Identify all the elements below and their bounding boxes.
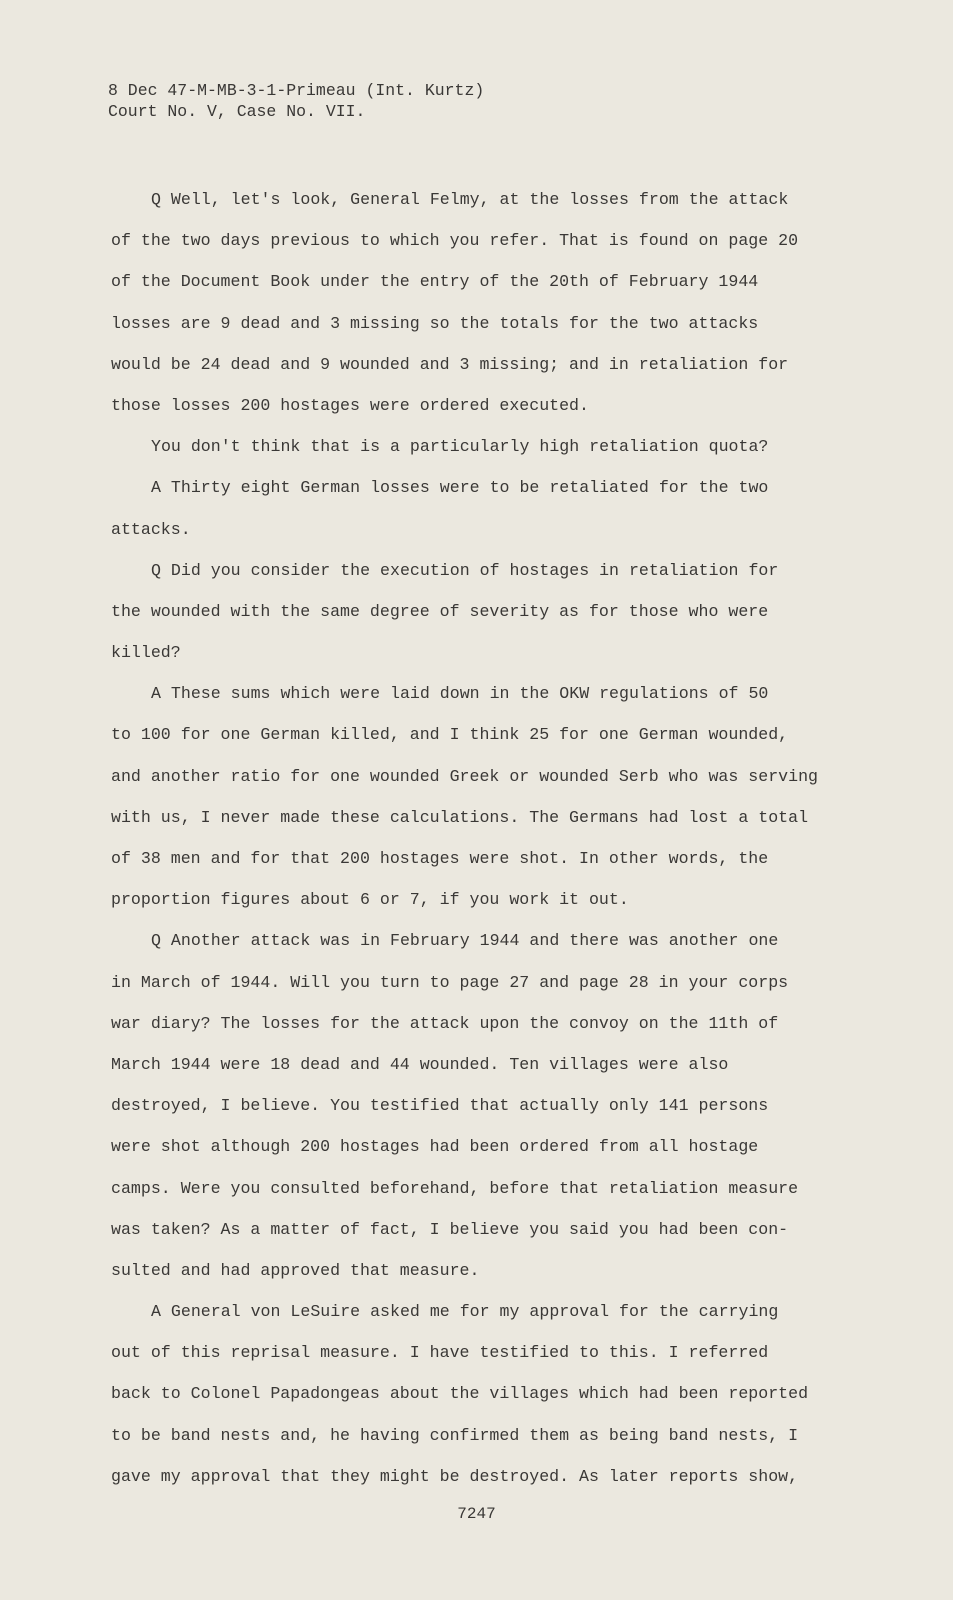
transcript-line: of the two days previous to which you refer. That is found on page 20 bbox=[111, 231, 799, 251]
transcript-line: was taken? As a matter of fact, I believe you said you had been con- bbox=[111, 1219, 789, 1239]
transcript-line: gave my approval that they might be destroyed. As later reports show, bbox=[111, 1466, 799, 1486]
transcript-line: sulted and had approved that measure. bbox=[111, 1260, 480, 1280]
transcript-line: A Thirty eight German losses were to be retaliated for the two bbox=[151, 478, 769, 498]
transcript-line: proportion figures about 6 or 7, if you work it out. bbox=[111, 890, 629, 910]
transcript-line: war diary? The losses for the attack upon the convoy on the 11th of bbox=[111, 1013, 779, 1033]
document-header bbox=[108, 80, 484, 122]
transcript-line: A General von LeSuire asked me for my approval for the carrying bbox=[151, 1302, 779, 1322]
transcript-line: A These sums which were laid down in the OKW regulations of 50 bbox=[151, 684, 769, 704]
transcript-line: You don't think that is a particularly high retaliation quota? bbox=[151, 437, 769, 457]
transcript-line: March 1944 were 18 dead and 44 wounded. Ten villages were also bbox=[111, 1054, 729, 1074]
page-number: 7247 bbox=[457, 1505, 496, 1523]
transcript-line: of the Document Book under the entry of the 20th of February 1944 bbox=[111, 272, 759, 292]
transcript-body bbox=[111, 179, 851, 1497]
transcript-line: Q Did you consider the execution of hostages in retaliation for bbox=[151, 560, 779, 580]
transcript-line: the wounded with the same degree of severity as for those who were bbox=[111, 601, 769, 621]
header-line-2: Court No. V, Case No. VII. bbox=[108, 102, 366, 121]
transcript-line: with us, I never made these calculations. The Germans had lost a total bbox=[111, 807, 809, 827]
transcript-line: to 100 for one German killed, and I think 25 for one German wounded, bbox=[111, 725, 789, 745]
transcript-line: would be 24 dead and 9 wounded and 3 missing; and in retaliation for bbox=[111, 354, 789, 374]
transcript-line: destroyed, I believe. You testified that actually only 141 persons bbox=[111, 1096, 769, 1116]
transcript-line: losses are 9 dead and 3 missing so the totals for the two attacks bbox=[111, 313, 759, 333]
transcript-line: back to Colonel Papadongeas about the villages which had been reported bbox=[111, 1384, 809, 1404]
transcript-line: camps. Were you consulted beforehand, before that retaliation measure bbox=[111, 1178, 799, 1198]
transcript-line: were shot although 200 hostages had been ordered from all hostage bbox=[111, 1137, 759, 1157]
transcript-line: to be band nests and, he having confirmed them as being band nests, I bbox=[111, 1425, 799, 1445]
transcript-line: Q Well, let's look, General Felmy, at the losses from the attack bbox=[151, 190, 789, 209]
transcript-line: in March of 1944. Will you turn to page 27 and page 28 in your corps bbox=[111, 972, 789, 992]
transcript-line: out of this reprisal measure. I have testified to this. I referred bbox=[111, 1343, 769, 1363]
transcript-line: killed? bbox=[111, 643, 181, 663]
header-line-1: 8 Dec 47-M-MB-3-1-Primeau (Int. Kurtz) bbox=[108, 81, 485, 100]
transcript-line: attacks. bbox=[111, 519, 191, 539]
transcript-line: of 38 men and for that 200 hostages were shot. In other words, the bbox=[111, 849, 769, 868]
transcript-line: those losses 200 hostages were ordered executed. bbox=[111, 395, 589, 415]
transcript-line: Q Another attack was in February 1944 and there was another one bbox=[151, 931, 779, 951]
transcript-line: and another ratio for one wounded Greek or wounded Serb who was serving bbox=[111, 766, 819, 786]
